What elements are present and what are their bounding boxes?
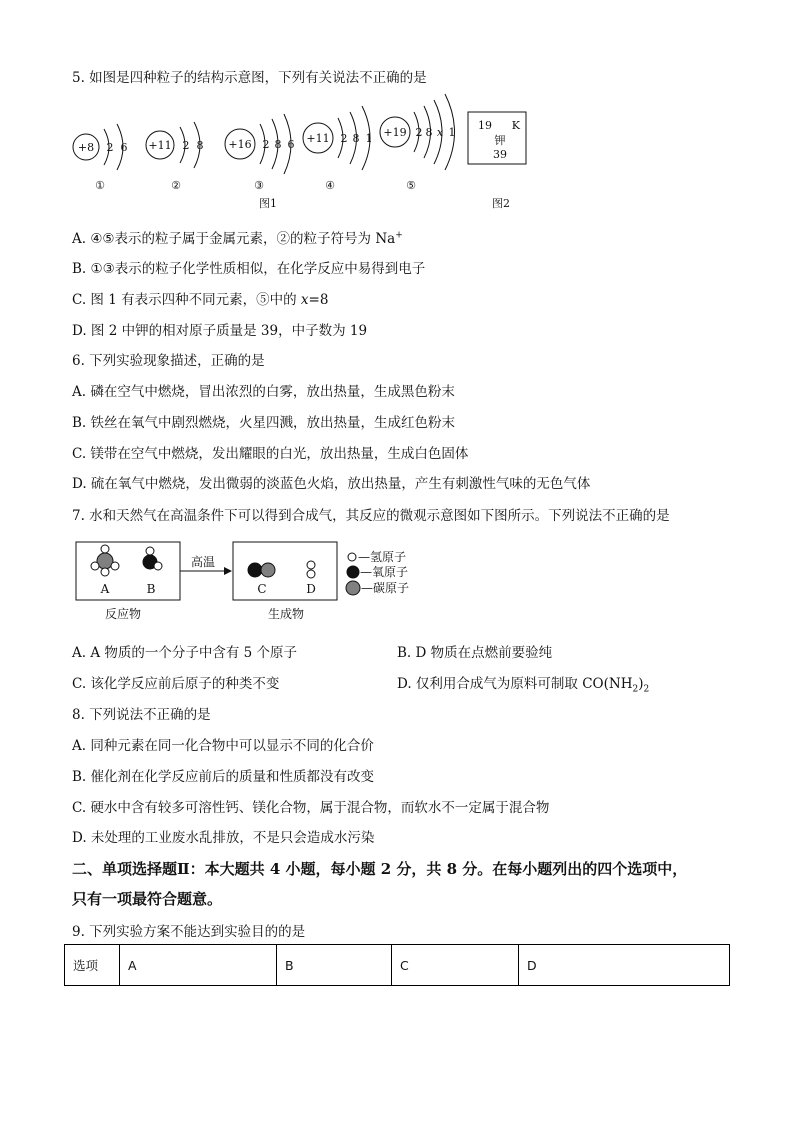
table-header-option: 选项	[65, 945, 120, 986]
label-d: D	[306, 582, 316, 596]
atom-5-nucleus: +19	[383, 126, 407, 139]
atom-4-label: ④	[325, 179, 335, 192]
q5-option-b: B. ①③表示的粒子化学性质相似，在化学反应中易得到电子	[72, 261, 426, 277]
atom-4-shell-2: 8	[352, 132, 360, 145]
card-mass: 39	[493, 148, 507, 161]
q5-stem: 5. 如图是四种粒子的结构示意图，下列有关说法不正确的是	[72, 70, 427, 86]
molecule-b	[143, 547, 162, 570]
fig1-caption: 图1	[259, 197, 277, 210]
products-caption: 生成物	[267, 607, 305, 621]
atom-2-nucleus: +11	[148, 139, 172, 152]
atom-3-shell-2: 8	[274, 138, 282, 151]
molecule-d	[307, 561, 315, 578]
q5-option-d: D. 图 2 中钾的相对原子质量是 39，中子数为 19	[72, 323, 368, 339]
atom-5-shell-1: 2	[415, 126, 423, 139]
atom-2-label: ②	[171, 179, 181, 192]
atom-legend	[346, 550, 409, 595]
label-c: C	[257, 582, 267, 596]
reactants-caption: 反应物	[104, 607, 142, 621]
atom-1-shell-2: 6	[120, 141, 128, 154]
legend-hydrogen: —氢原子	[358, 550, 407, 564]
section-2-heading: 二、单项选择题Ⅱ：本大题共 4 小题，每小题 2 分，共 8 分。在每小题列出的四个选项中，	[72, 860, 688, 878]
q5-option-a: A. ④⑤表示的粒子属于金属元素，②的粒子符号为 Na+	[72, 230, 403, 247]
q7-option-a: A. A 物质的一个分子中含有 5 个原子	[72, 645, 298, 661]
q6-option-c: C. 镁带在空气中燃烧，发出耀眼的白光，放出热量，生成白色固体	[72, 446, 469, 462]
q6-option-d: D. 硫在氧气中燃烧，发出微弱的淡蓝色火焰，放出热量，产生有刺激性气味的无色气体	[72, 476, 591, 492]
section-2-heading-line2: 只有一项最符合题意。	[72, 890, 223, 908]
legend-oxygen: —氧原子	[360, 565, 409, 579]
q7-option-c: C. 该化学反应前后原子的种类不变	[72, 676, 280, 692]
q8-option-b: B. 催化剂在化学反应前后的质量和性质都没有改变	[72, 769, 375, 785]
fig2-caption: 图2	[492, 197, 510, 210]
q9-options-table	[64, 944, 730, 986]
atom-5-shell-4: 1	[448, 126, 456, 139]
table-header-b: B	[277, 945, 392, 986]
card-name: 钾	[494, 134, 506, 147]
q6-option-a: A. 磷在空气中燃烧，冒出浓烈的白雾，放出热量，生成黑色粉末	[72, 384, 455, 400]
atom-3-shell-1: 2	[262, 138, 270, 151]
atom-2-shell-2: 8	[196, 139, 204, 152]
table-header-a: A	[120, 945, 277, 986]
card-symbol: K	[511, 119, 520, 132]
molecule-c	[248, 563, 275, 577]
q6-stem: 6. 下列实验现象描述，正确的是	[72, 353, 265, 369]
reaction-condition: 高温	[190, 555, 216, 569]
label-b: B	[146, 582, 156, 596]
atom-4-shell-1: 2	[340, 132, 348, 145]
molecule-a	[91, 545, 119, 576]
q7-option-b: B. D 物质在点燃前要验纯	[397, 645, 553, 661]
atom-2-shell-1: 2	[182, 139, 190, 152]
q7-option-d: D. 仅利用合成气为原料可制取 $CO(NH_2)_2$	[397, 676, 650, 695]
atom-1-nucleus: +8	[77, 141, 95, 154]
atom-3-label: ③	[254, 179, 264, 192]
atom-3-shell-3: 6	[287, 138, 295, 151]
atom-1-shell-1: 2	[106, 141, 114, 154]
table-header-c: C	[392, 945, 519, 986]
card-atomic-number: 19	[478, 119, 492, 132]
atom-5-label: ⑤	[406, 179, 416, 192]
q7-stem: 7. 水和天然气在高温条件下可以得到合成气，其反应的微观示意图如下图所示。下列说法不正确的是	[72, 508, 670, 524]
atom-4-shell-3: 1	[365, 132, 373, 145]
q8-option-a: A. 同种元素在同一化合物中可以显示不同的化合价	[72, 738, 374, 754]
atom-5-shell-2: 8	[425, 126, 433, 139]
q5-option-c: C. 图 1 有表示四种不同元素，⑤中的 x=8	[72, 292, 329, 308]
q8-stem: 8. 下列说法不正确的是	[72, 707, 211, 723]
atom-5-shell-3: x	[436, 126, 444, 139]
label-a: A	[100, 582, 110, 596]
table-row	[65, 945, 730, 986]
q9-stem: 9. 下列实验方案不能达到实验目的的是	[72, 924, 306, 940]
q8-option-c: C. 硬水中含有较多可溶性钙、镁化合物，属于混合物，而软水不一定属于混合物	[72, 800, 550, 816]
atom-4-nucleus: +11	[306, 132, 330, 145]
atom-1-label: ①	[95, 179, 105, 192]
q8-option-d: D. 未处理的工业废水乱排放，不是只会造成水污染	[72, 830, 375, 846]
atom-3-nucleus: +16	[228, 138, 252, 151]
table-header-d: D	[519, 945, 730, 986]
legend-carbon: —碳原子	[361, 581, 410, 595]
q6-option-b: B. 铁丝在氧气中剧烈燃烧，火星四溅，放出热量，生成红色粉末	[72, 415, 456, 431]
